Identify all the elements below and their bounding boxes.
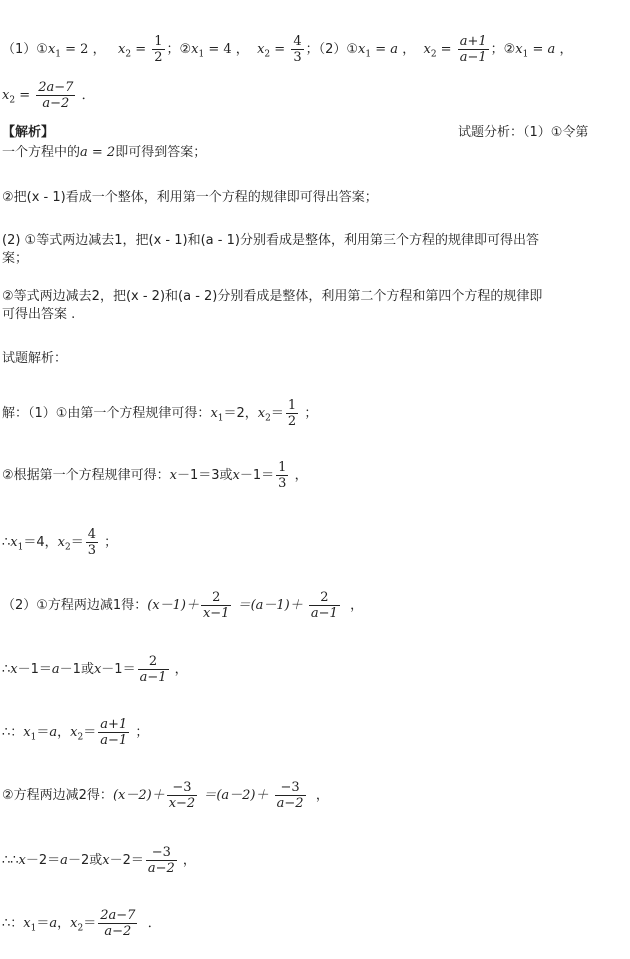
fraction bbox=[286, 398, 298, 429]
text: ②方程两边减2得： bbox=[2, 788, 113, 803]
math-var: x bbox=[515, 42, 523, 57]
math-var: a bbox=[51, 662, 60, 677]
denominator: a−2 bbox=[276, 796, 304, 811]
fraction bbox=[458, 34, 489, 65]
math: ＝(a－2)＋ bbox=[203, 788, 269, 803]
denominator: a−2 bbox=[147, 861, 175, 876]
text: 可得出答案 bbox=[2, 307, 68, 322]
denominator: x−2 bbox=[168, 796, 196, 811]
math-var: a bbox=[49, 725, 58, 740]
numerator: 2 bbox=[201, 590, 232, 606]
text: 分别看成是整体，利用第三个方程的规律即可得出答 bbox=[239, 233, 539, 248]
subscript: 2 bbox=[77, 732, 84, 743]
subscript: 1 bbox=[55, 49, 62, 60]
numerator: 1 bbox=[278, 460, 287, 475]
text: ②等式两边减去 bbox=[2, 289, 92, 304]
subscript: 1 bbox=[198, 49, 205, 60]
analysis-intro: 试题分析：（1）①令第 bbox=[458, 125, 589, 140]
text: = bbox=[270, 42, 290, 57]
text: （2）①方程两边减1得： bbox=[2, 598, 148, 613]
text: ＝4， bbox=[23, 535, 58, 550]
fraction bbox=[98, 908, 137, 939]
text: = 2 ， bbox=[61, 42, 106, 57]
solution-step-3 bbox=[2, 527, 117, 558]
solution-step-2 bbox=[2, 460, 308, 491]
numerator: 4 bbox=[293, 34, 302, 49]
text: ． bbox=[147, 916, 161, 931]
math-var: x bbox=[169, 468, 177, 483]
text: ；（2）① bbox=[305, 42, 359, 57]
math-var: x bbox=[358, 42, 366, 57]
numerator: 1 bbox=[287, 398, 297, 413]
text: 分别看成是整体，利用第二个方程和第四个方程的规律即 bbox=[217, 289, 543, 304]
numerator: 1 bbox=[154, 34, 163, 49]
denominator: 3 bbox=[293, 50, 302, 65]
text: 和 bbox=[187, 233, 201, 248]
subscript: 2 bbox=[64, 542, 71, 553]
text: －1＝ bbox=[101, 662, 136, 677]
text: ∴∴ bbox=[2, 853, 19, 868]
analysis-line-2 bbox=[2, 189, 378, 207]
text: ， bbox=[315, 788, 329, 803]
fraction bbox=[309, 590, 340, 621]
text: ， bbox=[398, 42, 416, 57]
solution-title: 试题解析： bbox=[2, 351, 68, 366]
math: a = 2 bbox=[80, 145, 116, 160]
text: = bbox=[371, 42, 391, 57]
numerator: 2a−7 bbox=[38, 80, 74, 95]
subscript: 1 bbox=[17, 542, 24, 553]
text: = bbox=[131, 42, 151, 57]
math-var: x bbox=[57, 535, 65, 550]
subscript: 2 bbox=[9, 95, 16, 106]
math-var: x bbox=[257, 42, 265, 57]
math: ＝(a－1)＋ bbox=[237, 598, 303, 613]
math-var: x bbox=[70, 916, 78, 931]
text: ②根据第一个方程规律可得： bbox=[2, 468, 170, 483]
denominator: 2 bbox=[287, 414, 297, 429]
text: = bbox=[15, 88, 35, 103]
solution-step-7 bbox=[2, 780, 329, 811]
fraction bbox=[276, 460, 288, 491]
math-var: x bbox=[23, 916, 31, 931]
subscript: 1 bbox=[30, 923, 37, 934]
math-var: x bbox=[93, 662, 102, 677]
fraction bbox=[36, 80, 75, 111]
text: ＝2， bbox=[223, 406, 258, 421]
text: = bbox=[436, 42, 456, 57]
text: 一个方程中的 bbox=[2, 145, 81, 160]
fraction bbox=[138, 654, 169, 685]
math-var: a bbox=[49, 916, 58, 931]
subscript: 2 bbox=[264, 49, 271, 60]
analysis-line-4-cont bbox=[2, 306, 75, 324]
text: ＝ bbox=[270, 406, 284, 421]
math-var: x bbox=[18, 853, 26, 868]
math: (a - 1) bbox=[200, 233, 240, 248]
numerator: a+1 bbox=[100, 717, 128, 732]
subscript: 1 bbox=[30, 732, 37, 743]
text: = bbox=[528, 42, 548, 57]
fraction bbox=[275, 780, 306, 811]
math: (x－2)＋ bbox=[112, 788, 165, 803]
solution-step-4 bbox=[2, 590, 363, 621]
text: 即可得到答案； bbox=[115, 145, 207, 160]
text: ， bbox=[182, 853, 196, 868]
fraction bbox=[146, 845, 177, 876]
text: －2或 bbox=[67, 853, 103, 868]
text: ＝ bbox=[83, 725, 97, 740]
text: －1＝ bbox=[17, 662, 52, 677]
text: ， bbox=[57, 725, 71, 740]
math-var: x bbox=[10, 535, 18, 550]
text: 1 bbox=[114, 233, 123, 248]
denominator: x−1 bbox=[202, 606, 230, 621]
math: (a - 2) bbox=[178, 289, 218, 304]
text: ； bbox=[304, 406, 318, 421]
numerator: 2 bbox=[138, 654, 169, 670]
text: 看成一个整体，利用第一个方程的规律即可得出答案； bbox=[65, 190, 378, 205]
analysis-line-3-cont: 案； bbox=[2, 251, 29, 266]
math-var: x bbox=[117, 42, 126, 57]
solution-step-5 bbox=[2, 654, 188, 685]
numerator: 2 bbox=[309, 590, 340, 606]
math-var: a bbox=[547, 42, 556, 57]
denominator: 3 bbox=[278, 476, 287, 491]
math-var: x bbox=[191, 42, 199, 57]
subscript: 1 bbox=[522, 49, 529, 60]
text: . bbox=[71, 307, 76, 322]
text: ． bbox=[77, 88, 95, 103]
text: ∴： bbox=[2, 725, 24, 740]
text: （1）① bbox=[2, 42, 48, 57]
fraction bbox=[98, 717, 129, 748]
text: ∴ bbox=[2, 535, 11, 550]
numerator: 4 bbox=[87, 527, 97, 542]
text: ②把 bbox=[2, 190, 27, 205]
text: 和 bbox=[165, 289, 179, 304]
math-var: a bbox=[390, 42, 399, 57]
fraction bbox=[167, 780, 198, 811]
subscript: 2 bbox=[77, 923, 84, 934]
answer-line-2 bbox=[2, 80, 95, 111]
denominator: a−2 bbox=[104, 924, 132, 939]
text: ，把 bbox=[99, 289, 126, 304]
math-var: x bbox=[23, 725, 31, 740]
text: －1＝3或 bbox=[177, 468, 233, 483]
fraction bbox=[86, 527, 98, 558]
analysis-line-4 bbox=[2, 288, 542, 306]
text: ∴ bbox=[2, 662, 11, 677]
subscript: 2 bbox=[265, 413, 271, 424]
math: (x - 2) bbox=[125, 289, 166, 304]
math-var: x bbox=[2, 88, 10, 103]
math: (x - 1) bbox=[148, 233, 188, 248]
denominator: a−1 bbox=[139, 670, 167, 685]
numerator: −3 bbox=[146, 845, 177, 861]
text: ， bbox=[57, 916, 71, 931]
text: 解：（1）①由第一个方程规律可得： bbox=[2, 406, 211, 421]
text: = 4 ， bbox=[204, 42, 249, 57]
text: ， bbox=[294, 468, 308, 483]
text: (2) ①等式两边减去 bbox=[2, 233, 115, 248]
text: ＝ bbox=[36, 916, 50, 931]
text: －2＝ bbox=[109, 853, 144, 868]
text: ， bbox=[555, 42, 573, 57]
math-var: x bbox=[423, 42, 431, 57]
subscript: 2 bbox=[125, 49, 132, 60]
math-var: x bbox=[257, 406, 266, 421]
text: ，把 bbox=[122, 233, 149, 248]
solution-step-8 bbox=[2, 845, 196, 876]
denominator: a−1 bbox=[100, 733, 128, 748]
numerator: −3 bbox=[275, 780, 306, 796]
analysis-line-3 bbox=[2, 232, 539, 250]
analysis-header: 【解析】 bbox=[2, 125, 55, 140]
fraction bbox=[291, 34, 303, 65]
text: －1＝ bbox=[239, 468, 275, 483]
subscript: 2 bbox=[430, 49, 437, 60]
text: ＝ bbox=[83, 916, 97, 931]
analysis-line-1 bbox=[2, 144, 206, 162]
math-var: x bbox=[210, 406, 218, 421]
denominator: a−1 bbox=[459, 50, 487, 65]
fraction bbox=[201, 590, 232, 621]
text: ＝ bbox=[70, 535, 84, 550]
text: ， bbox=[174, 662, 188, 677]
subscript: 1 bbox=[365, 49, 372, 60]
solution-step-9 bbox=[2, 908, 161, 939]
numerator: 2a−7 bbox=[100, 908, 136, 923]
math: (x - 1) bbox=[26, 190, 66, 205]
text: ；② bbox=[166, 42, 192, 57]
math: (x－1)＋ bbox=[147, 598, 199, 613]
text: ＝ bbox=[36, 725, 50, 740]
text: ； bbox=[135, 725, 149, 740]
fraction bbox=[152, 34, 164, 65]
numerator: a+1 bbox=[459, 34, 487, 49]
numerator: −3 bbox=[167, 780, 198, 796]
subscript: 1 bbox=[217, 413, 224, 424]
text: ；② bbox=[490, 42, 516, 57]
math-var: x bbox=[232, 468, 240, 483]
math-var: x bbox=[47, 42, 56, 57]
math-var: x bbox=[102, 853, 110, 868]
text: 2 bbox=[91, 289, 100, 304]
solution-step-1 bbox=[2, 398, 317, 429]
text: －2＝ bbox=[25, 853, 61, 868]
math-var: a bbox=[60, 853, 68, 868]
math-var: x bbox=[10, 662, 18, 677]
math-var: x bbox=[70, 725, 78, 740]
denominator: a−1 bbox=[310, 606, 338, 621]
text: ； bbox=[104, 535, 118, 550]
text: ， bbox=[350, 598, 364, 613]
solution-step-6 bbox=[2, 717, 148, 748]
denominator: 2 bbox=[154, 50, 163, 65]
text: ∴： bbox=[2, 916, 24, 931]
text: －1或 bbox=[59, 662, 94, 677]
answer-line-1 bbox=[2, 34, 572, 65]
denominator: 3 bbox=[87, 543, 97, 558]
denominator: a−2 bbox=[42, 96, 70, 111]
